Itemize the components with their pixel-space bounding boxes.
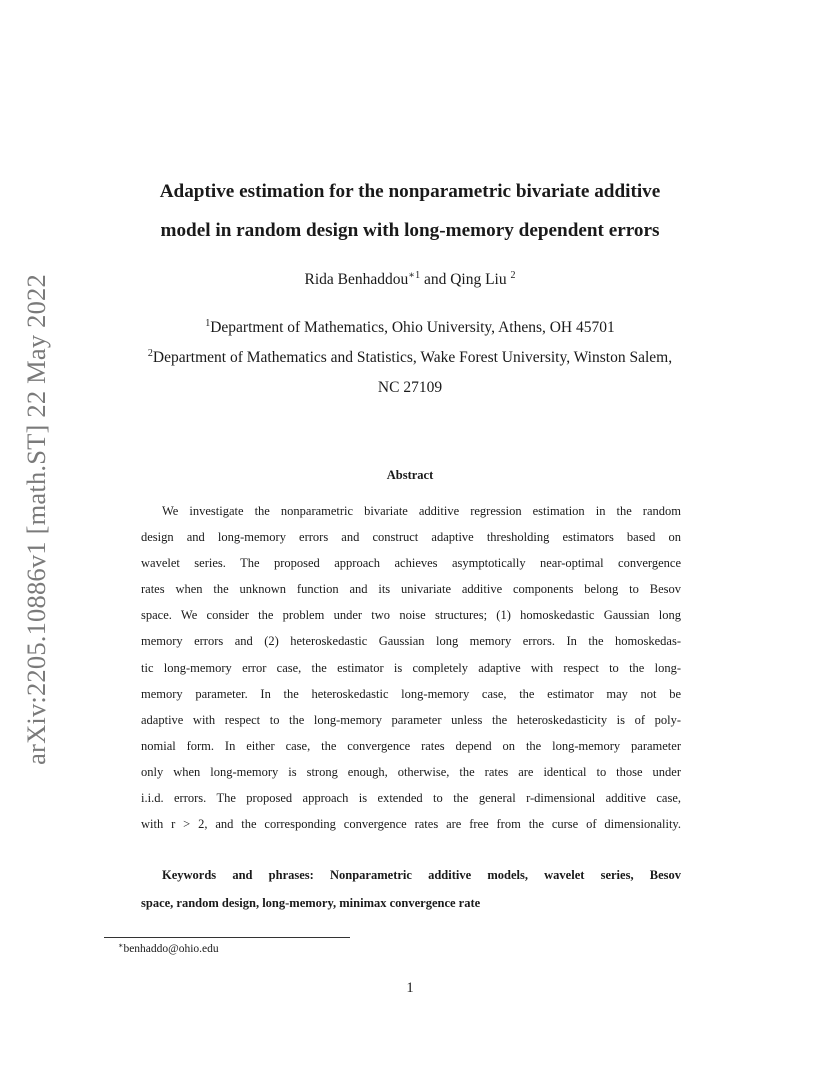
affiliation-2-text: Department of Mathematics and Statistics, Wake Forest University, Winston Salem, bbox=[152, 349, 673, 366]
affiliation-2 bbox=[100, 343, 720, 373]
abstract-line: adaptive with respect to the long-memory parameter unless the heteroskedasticity is of poly- bbox=[141, 712, 681, 727]
abstract-line: tic long-memory error case, the estimator is completely adaptive with respect to the long- bbox=[141, 660, 681, 675]
affiliations bbox=[100, 313, 720, 403]
abstract-line: nomial form. In either case, the convergence rates depend on the long-memory parameter bbox=[141, 738, 681, 753]
abstract-body bbox=[141, 498, 681, 837]
arxiv-identifier: arXiv:2205.10886v1 [math.ST] 22 May 2022 bbox=[20, 273, 51, 765]
abstract-line: with r > 2, and the corresponding convergence rates are free from the curse of dimensionality. bbox=[141, 817, 681, 832]
paper-title bbox=[100, 172, 720, 250]
affiliation-1-mark: 1 bbox=[205, 318, 211, 329]
abstract-line: space. We consider the problem under two noise structures; (1) homoskedastic Gaussian long bbox=[141, 608, 681, 623]
abstract-line: i.i.d. errors. The proposed approach is extended to the general r-dimensional additive case, bbox=[141, 791, 681, 806]
author-2-mark: 2 bbox=[510, 270, 516, 281]
arxiv-stamp bbox=[18, 264, 54, 774]
abstract-line: memory parameter. In the heteroskedastic long-memory case, the estimator may not be bbox=[141, 686, 681, 701]
author-conjunction: and bbox=[423, 271, 447, 288]
abstract-line: only when long-memory is strong enough, otherwise, the rates are identical to those under bbox=[141, 764, 681, 779]
abstract-line: rates when the unknown function and its univariate additive components belong to Besov bbox=[141, 582, 681, 597]
affiliation-1 bbox=[100, 313, 720, 343]
footnote-divider bbox=[104, 937, 350, 938]
title-line-2: model in random design with long-memory dependent errors bbox=[160, 220, 660, 241]
page-number: 1 bbox=[406, 980, 414, 996]
author-1-marks: ∗1 bbox=[408, 270, 421, 281]
abstract-line: memory errors and (2) heteroskedastic Gaussian long memory errors. In the homoskedas- bbox=[141, 634, 681, 649]
abstract-line: wavelet series. The proposed approach achieves asymptotically near-optimal convergence bbox=[141, 556, 681, 571]
title-line-1: Adaptive estimation for the nonparametric bivariate additive bbox=[159, 181, 661, 202]
keywords-line-1: Keywords and phrases: Nonparametric additive models, wavelet series, Besov bbox=[162, 868, 681, 882]
affiliation-2-continuation: NC 27109 bbox=[377, 379, 443, 396]
abstract-line: design and long-memory errors and construct adaptive thresholding estimators based on bbox=[141, 530, 681, 545]
affiliation-1-text: Department of Mathematics, Ohio University, Athens, OH 45701 bbox=[210, 319, 615, 336]
author-2-name: Qing Liu bbox=[450, 271, 507, 288]
keywords-line-2: space, random design, long-memory, minimax convergence rate bbox=[141, 896, 481, 910]
author-1-name: Rida Benhaddou bbox=[304, 271, 409, 288]
abstract-line: We investigate the nonparametric bivariate additive regression estimation in the random bbox=[162, 504, 681, 518]
keywords bbox=[141, 861, 681, 917]
footnote-mark: ∗ bbox=[118, 941, 124, 950]
footnote-email: benhaddo@ohio.edu bbox=[123, 943, 219, 955]
footnote bbox=[118, 941, 219, 957]
abstract-heading: Abstract bbox=[386, 468, 434, 482]
affiliation-2-mark: 2 bbox=[147, 348, 153, 359]
author-list bbox=[100, 268, 720, 292]
